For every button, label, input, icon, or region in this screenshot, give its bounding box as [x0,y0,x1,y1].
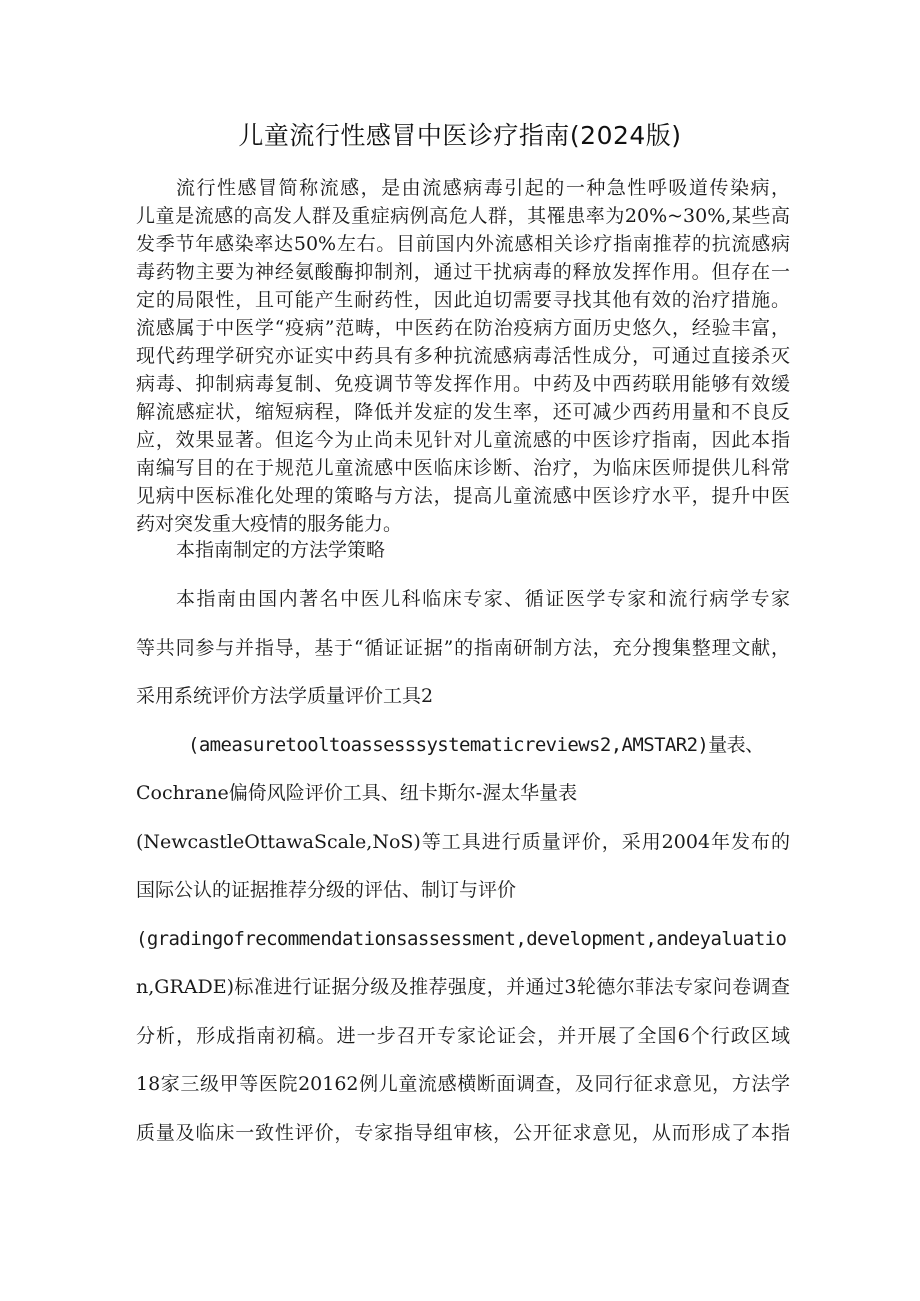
paragraph-line: 解流感症状，缩短病程，降低并发症的发生率，还可减少西药用量和不良反 [136,401,790,423]
paragraph-line: 现代药理学研究亦证实中药具有多种抗流感病毒活性成分，可通过直接杀灭 [136,345,790,367]
paragraph-line: 质量及临床一致性评价，专家指导组审核，公开征求意见，从而形成了本指 [136,1121,790,1144]
paragraph-line: 流行性感冒简称流感，是由流感病毒引起的一种急性呼吸道传染病， [176,177,790,199]
paragraph-line: Cochrane偏倚风险评价工具、纽卡斯尔-渥太华量表 [136,782,578,804]
paragraph-line: 流感属于中医学“疫病”范畴，中医药在防治疫病方面历史悠久，经验丰富， [136,317,790,339]
paragraph-line: 发季节年感染率达50%左右。目前国内外流感相关诊疗指南推荐的抗流感病 [136,233,790,255]
paragraph-line: 应，效果显著。但迄今为止尚未见针对儿童流感的中医诊疗指南，因此本指 [136,429,790,451]
document-title: 儿童流行性感冒中医诊疗指南(2024版) [238,121,682,150]
section-heading: 本指南制定的方法学策略 [176,539,386,561]
paragraph-line: 南编写目的在于规范儿童流感中医临床诊断、治疗，为临床医师提供儿科常 [136,457,790,479]
paragraph-line: (ameasuretooltoassesssystematicreviews2,AMSTAR2)量表、 [188,733,764,756]
paragraph-line: (NewcastleOttawaScale,NoS)等工具进行质量评价，采用2004年发布的 [136,830,790,853]
methodology-paragraph [136,585,790,1167]
paragraph-line: 本指南由国内著名中医儿科临床专家、循证医学专家和流行病学专家 [176,588,790,610]
paragraph-line: n,GRADE)标准进行证据分级及推荐强度，并通过3轮德尔菲法专家问卷调查 [136,976,790,998]
paragraph-line: 儿童是流感的高发人群及重症病例高危人群，其罹患率为20%~30%,某些高 [136,205,790,227]
paragraph-line: 采用系统评价方法学质量评价工具2 [136,685,434,707]
paragraph-line: 见病中医标准化处理的策略与方法，提高儿童流感中医诊疗水平，提升中医 [136,485,790,507]
paragraph-line: (gradingofrecommendationsassessment,development,andeyaluatio [136,927,787,950]
intro-paragraph [136,174,790,538]
paragraph-line: 毒药物主要为神经氨酸酶抑制剂，通过干扰病毒的释放发挥作用。但存在一 [136,261,790,283]
paragraph-line: 病毒、抑制病毒复制、免疫调节等发挥作用。中药及中西药联用能够有效缓 [136,373,790,395]
paragraph-line: 药对突发重大疫情的服务能力。 [136,513,403,535]
paragraph-line: 定的局限性，且可能产生耐药性，因此迫切需要寻找其他有效的治疗措施。 [136,289,790,311]
paragraph-line: 18家三级甲等医院20162例儿童流感横断面调查，及同行征求意见，方法学 [136,1073,790,1095]
paragraph-line: 分析，形成指南初稿。进一步召开专家论证会，并开展了全国6个行政区域 [136,1024,790,1047]
paragraph-line: 等共同参与并指导，基于“循证证据”的指南研制方法，充分搜集整理文献， [136,636,790,659]
paragraph-line: 国际公认的证据推荐分级的评估、制订与评价 [136,879,517,901]
